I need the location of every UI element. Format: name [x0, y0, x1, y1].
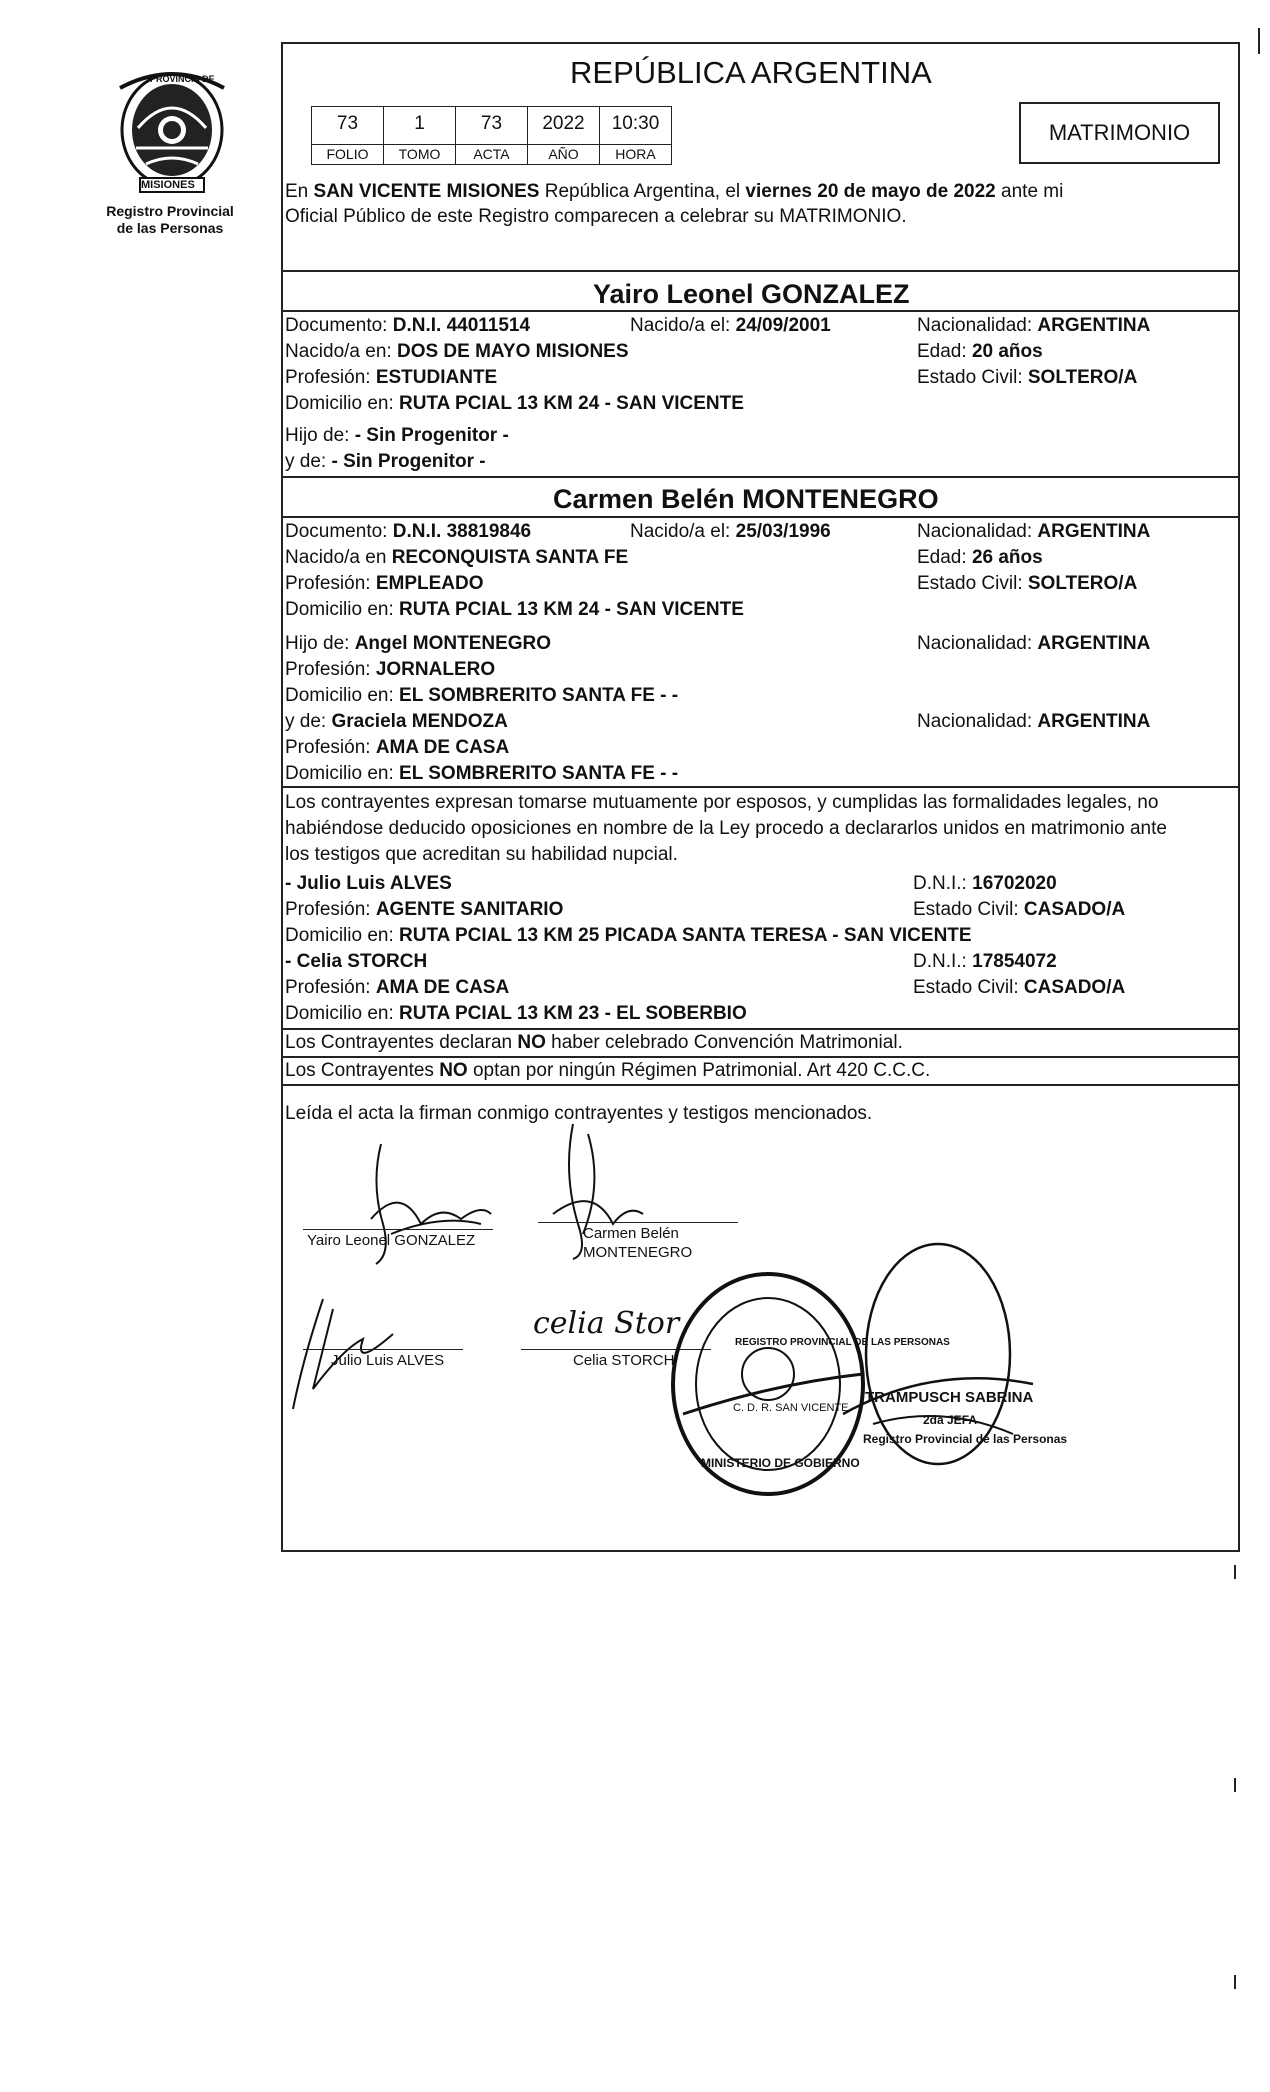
spouse2-father: Hijo de: Angel MONTENEGRO [285, 633, 552, 654]
spouse1-profession: Profesión: ESTUDIANTE [285, 367, 498, 388]
spouse1-address: Domicilio en: RUTA PCIAL 13 KM 24 - SAN VICENTE [285, 393, 744, 414]
seal-label: MISIONES [141, 179, 195, 191]
official-name: TRAMPUSCH SABRINA [865, 1389, 1034, 1406]
spouse2-age: Edad: 26 años [917, 547, 1043, 568]
code-ano: 2022 AÑO [527, 106, 600, 165]
intro-line2: Oficial Público de este Registro comparecen a celebrar su MATRIMONIO. [285, 206, 907, 227]
edge-mark [1234, 1565, 1236, 1579]
spouse2-profession: Profesión: EMPLEADO [285, 573, 484, 594]
spouse2-birthplace: Nacido/a en RECONQUISTA SANTA FE [285, 547, 629, 568]
code-acta: 73 ACTA [455, 106, 528, 165]
spouse2-birthdate: Nacido/a el: 25/03/1996 [630, 521, 831, 542]
signature-witness1-label: Julio Luis ALVES [331, 1352, 445, 1369]
divider [283, 1084, 1238, 1086]
official-office: Registro Provincial de las Personas [863, 1432, 1068, 1446]
code-hora: 10:30 HORA [599, 106, 672, 165]
witness1-profession: Profesión: AGENTE SANITARIO [285, 899, 564, 920]
intro-line1: En SAN VICENTE MISIONES República Argentina, el viernes 20 de mayo de 2022 ante mi [285, 181, 1064, 202]
spouse1-birthplace: Nacido/a en: DOS DE MAYO MISIONES [285, 341, 629, 362]
spouse2-mother: y de: Graciela MENDOZA [285, 711, 508, 732]
divider [283, 786, 1238, 788]
registry-name-line2: de las Personas [116, 220, 224, 236]
spouse2-father-nationality: Nacionalidad: ARGENTINA [917, 633, 1151, 654]
signature-witness2-label: Celia STORCH [573, 1352, 675, 1369]
convention-line2: Los Contrayentes NO optan por ningún Régimen Patrimonial. Art 420 C.C.C. [285, 1060, 931, 1081]
signature-line [303, 1229, 493, 1230]
code-folio: 73 FOLIO [311, 106, 384, 165]
stamp-ring-text: REGISTRO PROVINCIAL DE LAS PERSONAS [735, 1337, 950, 1348]
spouse1-birthdate: Nacido/a el: 24/09/2001 [630, 315, 831, 336]
signature-spouse1-label: Yairo Leonel GONZALEZ [307, 1232, 476, 1249]
certificate-frame [281, 42, 1240, 1552]
declaration-line1: Los contrayentes expresan tomarse mutuamente por esposos, y cumplidas las formalidades legales, no [285, 792, 1159, 813]
witness1-dni: D.N.I.: 16702020 [913, 873, 1057, 894]
witness2-profession: Profesión: AMA DE CASA [285, 977, 510, 998]
stamp-bottom-text: MINISTERIO DE GOBIERNO [701, 1456, 860, 1470]
spouse2-name: Carmen Belén MONTENEGRO [553, 484, 939, 514]
page-title: REPÚBLICA ARGENTINA [570, 55, 932, 90]
code-tomo: 1 TOMO [383, 106, 456, 165]
witness1-address: Domicilio en: RUTA PCIAL 13 KM 25 PICADA SANTA TERESA - SAN VICENTE [285, 925, 972, 946]
spouse1-civil-status: Estado Civil: SOLTERO/A [917, 367, 1138, 388]
witness1-civil-status: Estado Civil: CASADO/A [913, 899, 1126, 920]
spouse2-address: Domicilio en: RUTA PCIAL 13 KM 24 - SAN VICENTE [285, 599, 744, 620]
signature-spouse1-icon [321, 1124, 501, 1274]
edge-mark [1234, 1778, 1236, 1792]
act-type-box: MATRIMONIO [1019, 102, 1220, 164]
spouse1-nationality: Nacionalidad: ARGENTINA [917, 315, 1151, 336]
signature-spouse2-label1: Carmen Belén [583, 1225, 679, 1242]
spouse1-document: Documento: D.N.I. 44011514 [285, 315, 531, 336]
spouse2-mother-nationality: Nacionalidad: ARGENTINA [917, 711, 1151, 732]
signature-witness2-handwriting: celia Stor [533, 1306, 680, 1341]
closing-text: Leída el acta la firman conmigo contrayentes y testigos mencionados. [285, 1103, 873, 1124]
signature-spouse2-label2: MONTENEGRO [583, 1244, 693, 1261]
registry-name-line1: Registro Provincial [106, 203, 234, 219]
spouse2-mother-address: Domicilio en: EL SOMBRERITO SANTA FE - - [285, 763, 679, 784]
spouse2-civil-status: Estado Civil: SOLTERO/A [917, 573, 1138, 594]
spouse2-nationality: Nacionalidad: ARGENTINA [917, 521, 1151, 542]
divider [283, 476, 1238, 478]
spouse1-name: Yairo Leonel GONZALEZ [593, 279, 910, 309]
declaration-line3: los testigos que acreditan su habilidad nupcial. [285, 844, 678, 865]
witness2-civil-status: Estado Civil: CASADO/A [913, 977, 1126, 998]
divider [283, 1028, 1238, 1030]
spouse2-father-profession: Profesión: JORNALERO [285, 659, 496, 680]
spouse1-parent1: Hijo de: - Sin Progenitor - [285, 425, 509, 446]
official-oval-signature-icon [833, 1234, 1043, 1494]
edge-mark [1234, 1975, 1236, 1989]
divider [283, 516, 1238, 518]
official-role: 2da JEFA [923, 1413, 978, 1427]
stamp-center-text: C. D. R. SAN VICENTE [733, 1402, 849, 1414]
witness1-name: - Julio Luis ALVES [285, 873, 452, 894]
divider [283, 310, 1238, 312]
signature-line [303, 1349, 463, 1350]
witness2-dni: D.N.I.: 17854072 [913, 951, 1057, 972]
spouse1-age: Edad: 20 años [917, 341, 1043, 362]
witness2-name: - Celia STORCH [285, 951, 428, 972]
signature-line [538, 1222, 738, 1223]
witness2-address: Domicilio en: RUTA PCIAL 13 KM 23 - EL SOBERBIO [285, 1003, 747, 1024]
divider [283, 1056, 1238, 1058]
record-codes [311, 106, 672, 165]
declaration-line2: habiéndose deducido oposiciones en nombre de la Ley procedo a declararlos unidos en matrimonio ante [285, 818, 1167, 839]
seal-top-text: PROVINCIA DE [150, 74, 215, 84]
spouse2-document: Documento: D.N.I. 38819846 [285, 521, 532, 542]
spouse2-mother-profession: Profesión: AMA DE CASA [285, 737, 510, 758]
edge-mark [1258, 28, 1260, 54]
divider [283, 270, 1238, 272]
spouse1-parent2: y de: - Sin Progenitor - [285, 451, 486, 472]
convention-line1: Los Contrayentes declaran NO haber celebrado Convención Matrimonial. [285, 1032, 903, 1053]
spouse2-father-address: Domicilio en: EL SOMBRERITO SANTA FE - - [285, 685, 679, 706]
